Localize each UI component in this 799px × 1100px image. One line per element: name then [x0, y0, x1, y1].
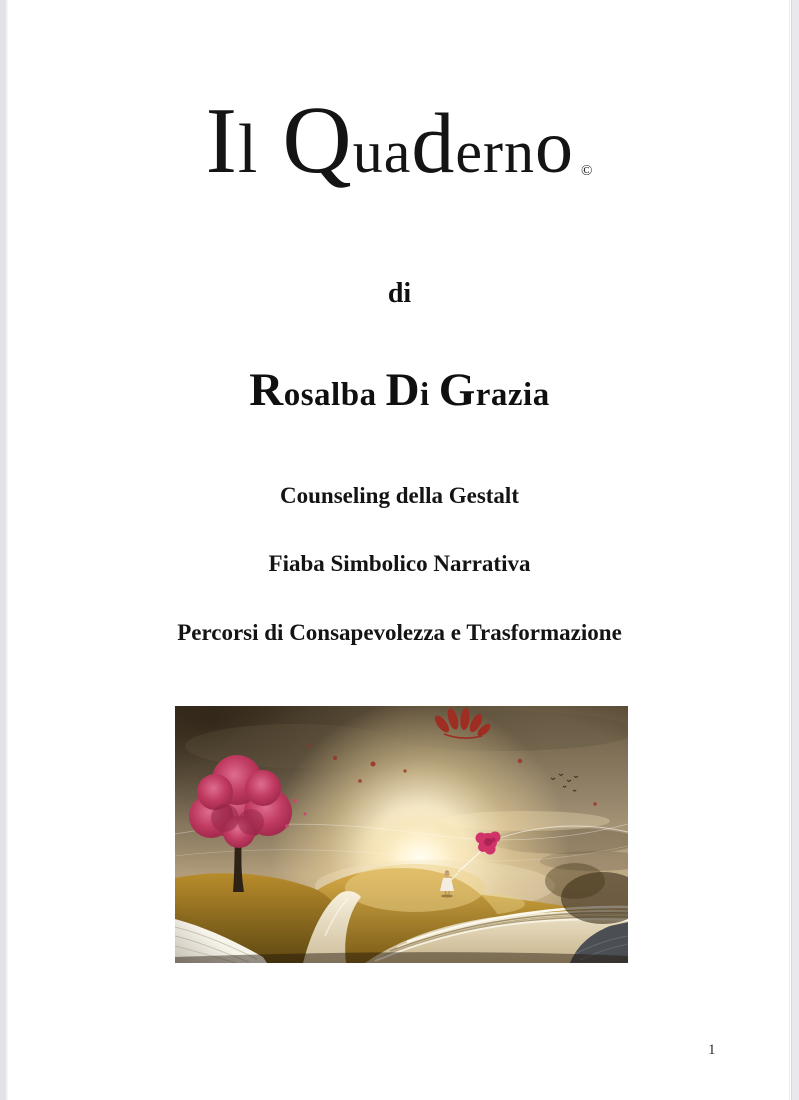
copyright-symbol: ©: [580, 163, 594, 179]
byline: di: [387, 278, 412, 309]
title-letters-ua: ua: [352, 119, 412, 185]
author-part-razia: razia: [475, 377, 550, 413]
title-letter-Q: Q: [282, 86, 353, 193]
title-letters-ern: ern: [455, 119, 535, 185]
subtitle-fiaba: Fiaba Simbolico Narrativa: [268, 551, 531, 576]
book-title: [0, 86, 799, 193]
vignette-overlay: [175, 706, 628, 963]
cover-illustration: [175, 706, 628, 963]
subtitle-percorsi: Percorsi di Consapevolezza e Trasformazione: [177, 620, 622, 645]
title-letter-l: l: [237, 111, 259, 188]
author-part-i: i: [420, 377, 430, 413]
title-letter-d: d: [411, 95, 456, 191]
author-initial-D: D: [385, 364, 421, 416]
subtitle-counseling: Counseling della Gestalt: [280, 483, 519, 508]
title-letter-I: I: [205, 89, 238, 193]
author-name: [0, 364, 799, 416]
title-letter-o: o: [534, 105, 574, 189]
author-initial-R: R: [249, 364, 284, 416]
author-initial-G: G: [438, 364, 476, 416]
page-number: 1: [708, 1042, 716, 1058]
author-part-osalba: osalba: [283, 377, 377, 413]
